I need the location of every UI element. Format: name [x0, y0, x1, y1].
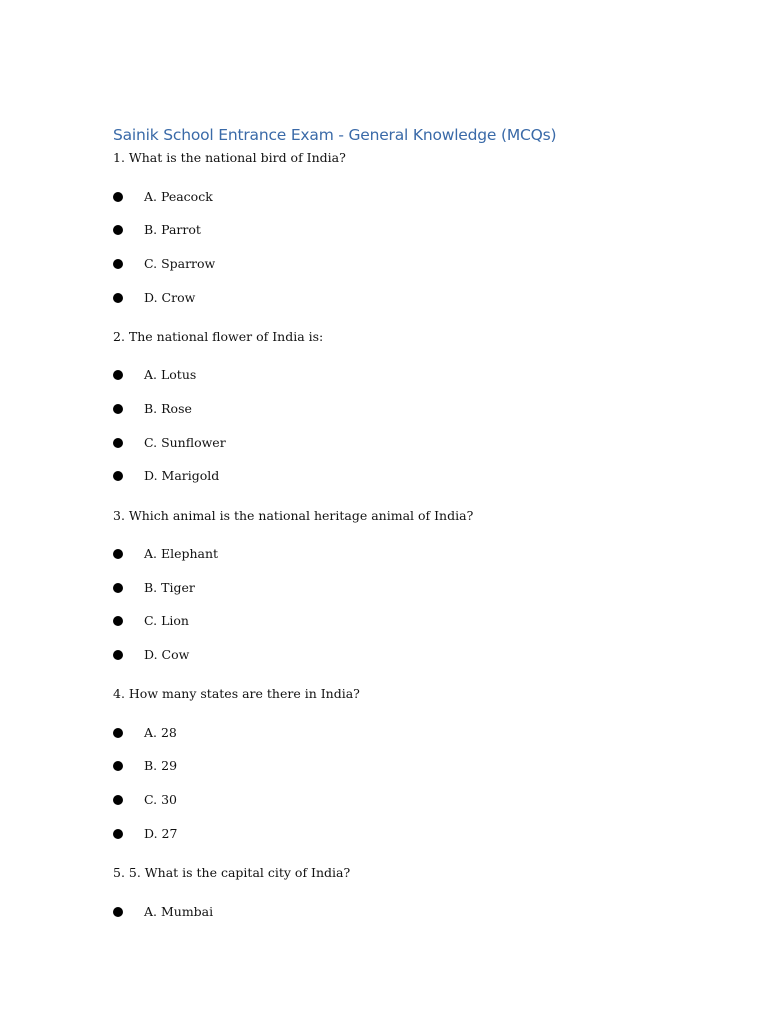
option-item: [113, 289, 713, 323]
question-text: 2. The national flower of India is:: [113, 328, 324, 344]
option-list: [113, 724, 713, 859]
option-item: [113, 646, 713, 680]
question-4: [113, 684, 713, 858]
option-list: [113, 903, 713, 937]
option-item: [113, 545, 713, 579]
bullet-icon: [113, 549, 123, 559]
option-item: [113, 434, 713, 468]
option-item: [113, 579, 713, 613]
option-text: B. Parrot: [144, 222, 201, 238]
option-item: [113, 757, 713, 791]
option-item: [113, 188, 713, 222]
option-item: [113, 612, 713, 646]
option-item: [113, 221, 713, 255]
question-text: 5. 5. What is the capital city of India?: [113, 865, 351, 880]
option-item: [113, 467, 713, 501]
bullet-icon: [113, 370, 123, 380]
bullet-icon: [113, 583, 123, 593]
option-item: [113, 255, 713, 289]
option-list: [113, 188, 713, 323]
option-text: D. Cow: [144, 647, 190, 663]
option-text: A. Peacock: [144, 188, 213, 204]
question-1: [113, 148, 713, 322]
option-text: D. 27: [144, 825, 178, 841]
question-list: [113, 148, 713, 936]
bullet-icon: [113, 293, 123, 303]
option-text: A. Lotus: [144, 367, 197, 383]
document-title: Sainik School Entrance Exam - General Knowledge (MCQs): [113, 126, 557, 144]
bullet-icon: [113, 192, 123, 202]
option-text: C. 30: [144, 792, 177, 808]
option-list: [113, 545, 713, 680]
question-text: 1. What is the national bird of India?: [113, 150, 346, 165]
option-item: [113, 791, 713, 825]
bullet-icon: [113, 907, 123, 917]
option-text: B. Rose: [144, 400, 192, 416]
option-list: [113, 366, 713, 501]
option-item: [113, 724, 713, 758]
option-text: A. 28: [144, 724, 177, 740]
bullet-icon: [113, 616, 123, 626]
option-text: C. Sparrow: [144, 255, 216, 271]
bullet-icon: [113, 471, 123, 481]
option-text: D. Marigold: [144, 468, 220, 484]
question-5: [113, 863, 713, 936]
option-text: B. 29: [144, 758, 178, 774]
bullet-icon: [113, 438, 123, 448]
option-item: [113, 400, 713, 434]
bullet-icon: [113, 404, 123, 414]
option-text: A. Elephant: [144, 546, 219, 561]
bullet-icon: [113, 795, 123, 805]
option-text: B. Tiger: [144, 579, 195, 595]
option-text: A. Mumbai: [144, 903, 214, 919]
question-text: 3. Which animal is the national heritage animal of India?: [113, 507, 474, 523]
bullet-icon: [113, 225, 123, 235]
bullet-icon: [113, 728, 123, 738]
bullet-icon: [113, 761, 123, 771]
option-text: C. Sunflower: [144, 434, 226, 450]
option-text: D. Crow: [144, 289, 196, 305]
option-item: [113, 903, 713, 937]
bullet-icon: [113, 829, 123, 839]
bullet-icon: [113, 650, 123, 660]
question-3: [113, 506, 713, 680]
option-item: [113, 825, 713, 859]
question-text: 4. How many states are there in India?: [113, 686, 360, 702]
question-2: [113, 327, 713, 501]
option-item: [113, 366, 713, 400]
option-text: C. Lion: [144, 613, 189, 629]
bullet-icon: [113, 259, 123, 269]
